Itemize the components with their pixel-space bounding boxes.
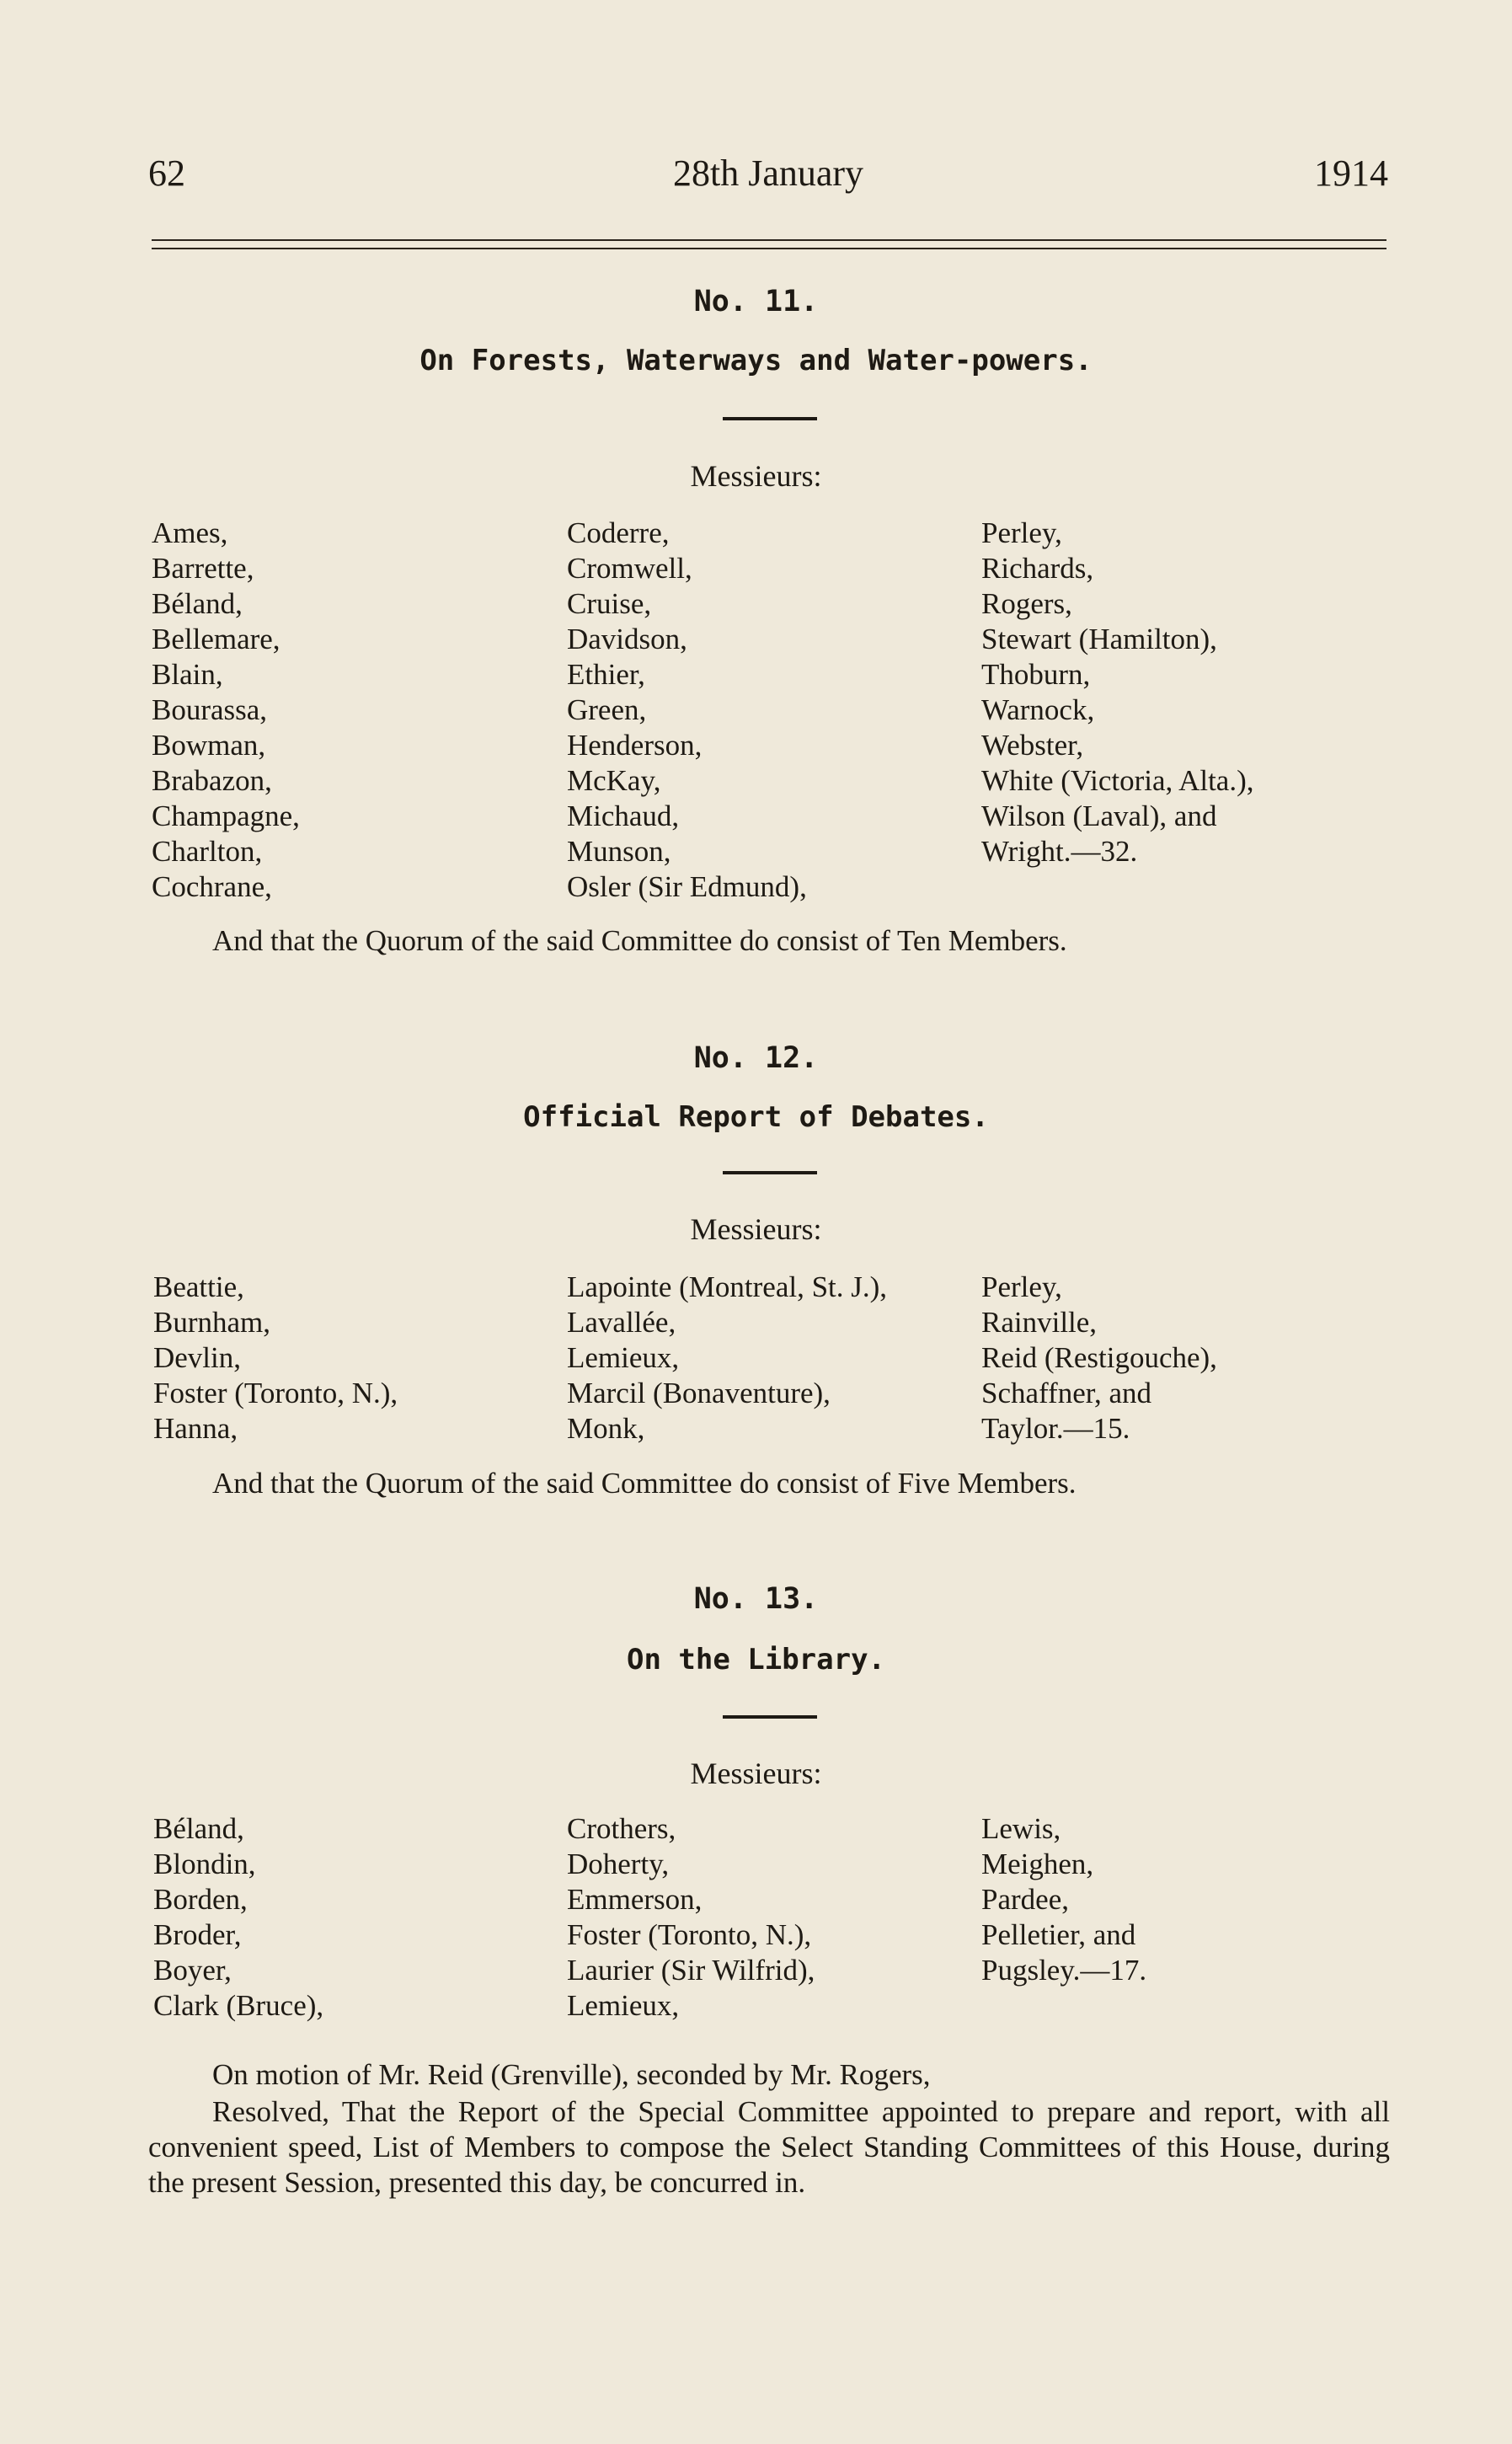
- member-column-3: [981, 1811, 1146, 1988]
- member-name: Wright.—32.: [981, 835, 1138, 868]
- member-name: Lavallée,: [567, 1306, 676, 1339]
- member-name: Ames,: [152, 516, 228, 549]
- member-name: Green,: [567, 693, 647, 726]
- section-title: Official Report of Debates.: [523, 1100, 989, 1134]
- member-name: Monk,: [567, 1412, 645, 1445]
- member-name: Lapointe (Montreal, St. J.),: [567, 1270, 888, 1303]
- page-header: [148, 152, 1388, 202]
- member-name: Pugsley.—17.: [981, 1954, 1147, 1987]
- member-column-2: [567, 1811, 815, 2024]
- member-name: Henderson,: [567, 729, 703, 762]
- member-name: Laurier (Sir Wilfrid),: [567, 1954, 815, 1987]
- member-name: Boyer,: [153, 1954, 232, 1987]
- member-column-3: [981, 1270, 1217, 1447]
- member-name: Foster (Toronto, N.),: [153, 1377, 398, 1409]
- member-name: Meighen,: [981, 1848, 1094, 1880]
- member-name: Champagne,: [152, 800, 300, 832]
- member-name: Taylor.—15.: [981, 1412, 1130, 1445]
- member-column-1: [153, 1811, 323, 2024]
- messieurs-label: Messieurs:: [690, 1212, 822, 1246]
- member-name: Blain,: [152, 658, 223, 691]
- member-name: Clark (Bruce),: [153, 1989, 324, 2022]
- section-title: On the Library.: [626, 1643, 886, 1677]
- member-name: Cruise,: [567, 587, 652, 620]
- member-name: Doherty,: [567, 1848, 670, 1880]
- member-column-2: [567, 1270, 887, 1447]
- section-number: No. 13.: [693, 1582, 819, 1616]
- member-name: Perley,: [981, 1270, 1062, 1303]
- member-name: Reid (Restigouche),: [981, 1341, 1217, 1374]
- member-name: White (Victoria, Alta.),: [981, 764, 1254, 797]
- member-name: Lemieux,: [567, 1989, 680, 2022]
- section-title: On Forests, Waterways and Water-powers.: [419, 344, 1093, 377]
- member-column-3: [981, 516, 1253, 869]
- member-name: Cromwell,: [567, 552, 692, 585]
- member-name: Pardee,: [981, 1883, 1069, 1916]
- member-name: Barrette,: [152, 552, 254, 585]
- member-column-1: [153, 1270, 398, 1447]
- member-name: Pelletier, and: [981, 1918, 1136, 1951]
- member-name: Bourassa,: [152, 693, 268, 726]
- member-name: Thoburn,: [981, 658, 1091, 691]
- member-name: Ethier,: [567, 658, 645, 691]
- member-name: Munson,: [567, 835, 671, 868]
- quorum-statement: And that the Quorum of the said Committee do consist of Ten Members.: [212, 924, 1067, 957]
- section-divider: [723, 417, 817, 420]
- header-date: 28th January: [672, 152, 864, 194]
- member-name: Bowman,: [152, 729, 266, 762]
- header-rule-top: [152, 239, 1386, 241]
- section-divider: [723, 1171, 817, 1174]
- member-name: Béland,: [152, 587, 243, 620]
- motion-paragraph: On motion of Mr. Reid (Grenville), seconded by Mr. Rogers,: [212, 2058, 931, 2091]
- member-name: Devlin,: [153, 1341, 242, 1374]
- member-name: Beattie,: [153, 1270, 244, 1303]
- quorum-statement: And that the Quorum of the said Committee do consist of Five Members.: [212, 1467, 1077, 1500]
- messieurs-label: Messieurs:: [690, 459, 822, 493]
- member-name: Blondin,: [153, 1848, 256, 1880]
- member-name: Marcil (Bonaventure),: [567, 1377, 831, 1409]
- member-name: Broder,: [153, 1918, 242, 1951]
- member-name: Hanna,: [153, 1412, 238, 1445]
- member-column-1: [152, 516, 300, 905]
- member-name: Bellemare,: [152, 623, 280, 655]
- section-number: No. 12.: [693, 1041, 819, 1075]
- member-name: Schaffner, and: [981, 1377, 1152, 1409]
- member-name: Burnham,: [153, 1306, 271, 1339]
- section-divider: [723, 1715, 817, 1719]
- member-name: Osler (Sir Edmund),: [567, 870, 807, 903]
- member-name: Richards,: [981, 552, 1094, 585]
- member-name: Rogers,: [981, 587, 1072, 620]
- member-name: Brabazon,: [152, 764, 272, 797]
- messieurs-label: Messieurs:: [690, 1757, 822, 1790]
- header-year: 1914: [1314, 152, 1388, 194]
- member-name: Davidson,: [567, 623, 687, 655]
- member-name: Emmerson,: [567, 1883, 703, 1916]
- member-name: Perley,: [981, 516, 1062, 549]
- member-name: Rainville,: [981, 1306, 1098, 1339]
- member-name: Crothers,: [567, 1812, 676, 1845]
- member-name: Warnock,: [981, 693, 1095, 726]
- member-name: Borden,: [153, 1883, 248, 1916]
- member-name: Béland,: [153, 1812, 244, 1845]
- member-name: Stewart (Hamilton),: [981, 623, 1217, 655]
- member-name: Cochrane,: [152, 870, 272, 903]
- member-column-2: [567, 516, 807, 905]
- member-name: McKay,: [567, 764, 661, 797]
- member-name: Foster (Toronto, N.),: [567, 1918, 812, 1951]
- member-name: Charlton,: [152, 835, 263, 868]
- section-number: No. 11.: [693, 285, 819, 318]
- member-name: Coderre,: [567, 516, 670, 549]
- member-name: Webster,: [981, 729, 1084, 762]
- page-number: 62: [148, 152, 185, 194]
- resolution-paragraph: Resolved, That the Report of the Special Committee appointed to prepare and report, with all convenient speed, List of Members to compose the Select Standing Committees of this House, during the present Session, presented this day, be concurred in.: [148, 2095, 1390, 2199]
- member-name: Wilson (Laval), and: [981, 800, 1217, 832]
- member-name: Michaud,: [567, 800, 680, 832]
- member-name: Lemieux,: [567, 1341, 680, 1374]
- member-name: Lewis,: [981, 1812, 1061, 1845]
- header-rule-bottom: [152, 248, 1386, 249]
